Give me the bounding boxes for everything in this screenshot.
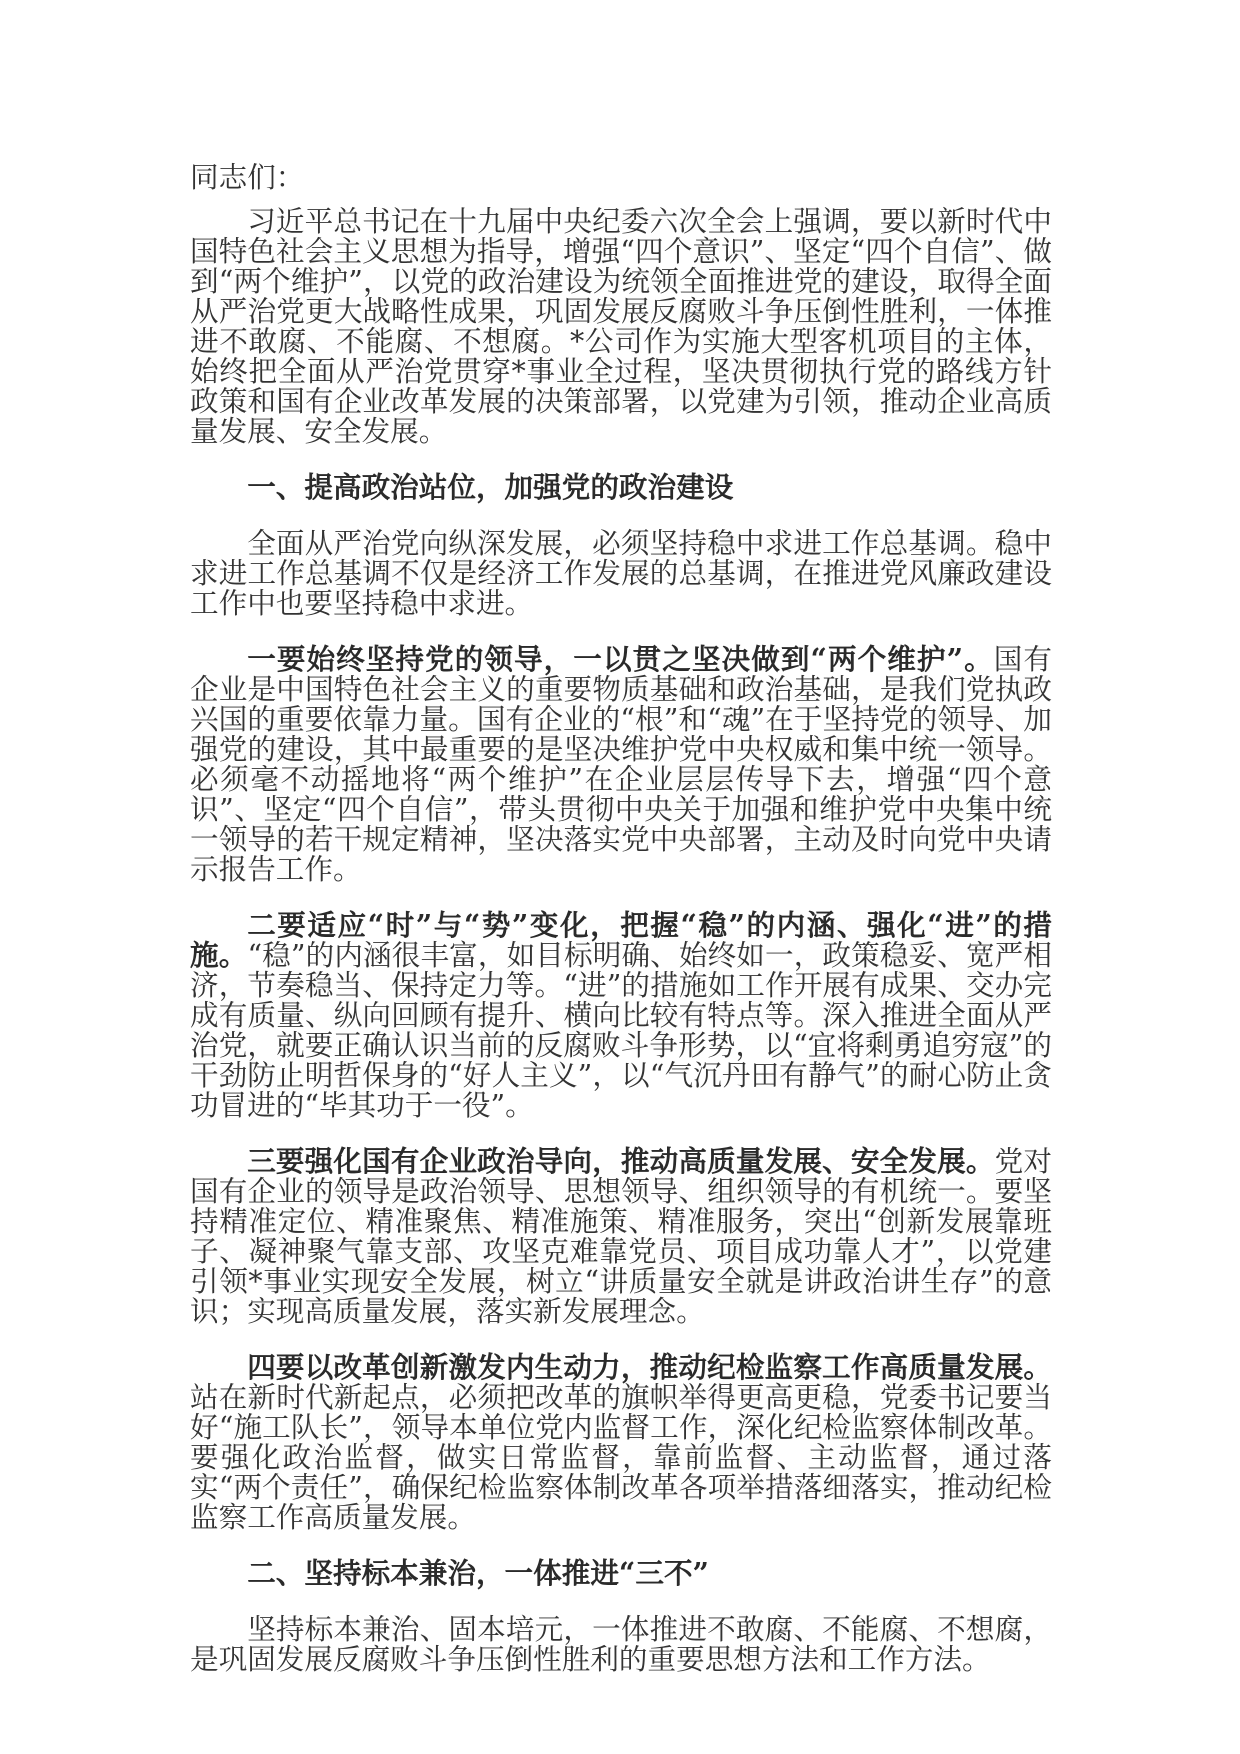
- point-paragraph-4: [190, 1352, 1052, 1532]
- point-paragraph-3: [190, 1146, 1052, 1326]
- salutation: 同志们：: [190, 160, 305, 194]
- point-body-1: 国有企业是中国特色社会主义的重要物质基础和政治基础，是我们党执政兴国的重要依靠力量。国有企业的“根”和“魂”在于坚持党的领导、加强党的建设，其中最重要的是坚决维护党中央权威和集中统一领导。必须毫不动摇地将“两个维护”在企业层层传导下去，增强“四个意识”、坚定“四个自信”，带头贯彻中央关于加强和维护党中央集中统一领导的若干规定精神，坚决落实党中央部署，主动及时向党中央请示报告工作。: [190, 642, 1052, 886]
- section-heading-2: 二、坚持标本兼治，一体推进“三不”: [247, 1556, 709, 1590]
- section-2-intro: 坚持标本兼治、固本培元，一体推进不敢腐、不能腐、不想腐，是巩固发展反腐败斗争压倒性胜利的重要思想方法和工作方法。: [190, 1612, 1052, 1676]
- point-paragraph-1: [190, 644, 1052, 884]
- point-body-4: 站在新时代新起点，必须把改革的旗帜举得更高更稳，党委书记要当好“施工队长”，领导本单位党内监督工作，深化纪检监察体制改革。要强化政治监督，做实日常监督，靠前监督、主动监督，通过落实“两个责任”，确保纪检监察体制改革各项举措落细落实，推动纪检监察工作高质量发展。: [190, 1380, 1052, 1534]
- point-lead-3: 三要强化国有企业政治导向，推动高质量发展、安全发展。: [247, 1144, 995, 1178]
- section-heading-1: 一、提高政治站位，加强党的政治建设: [247, 470, 734, 504]
- document-page: [190, 162, 1052, 1700]
- intro-paragraph: 习近平总书记在十九届中央纪委六次全会上强调，要以新时代中国特色社会主义思想为指导，增强“四个意识”、坚定“四个自信”、做到“两个维护”，以党的政治建设为统领全面推进党的建设，取得全面从严治党更大战略性成果，巩固发展反腐败斗争压倒性胜利，一体推进不敢腐、不能腐、不想腐。*公司作为实施大型客机项目的主体，始终把全面从严治党贯穿*事业全过程，坚决贯彻执行党的路线方针政策和国有企业改革发展的决策部署，以党建为引领，推动企业高质量发展、安全发展。: [190, 204, 1052, 448]
- section-1-intro: 全面从严治党向纵深发展，必须坚持稳中求进工作总基调。稳中求进工作总基调不仅是经济工作发展的总基调，在推进党风廉政建设工作中也要坚持稳中求进。: [190, 526, 1052, 620]
- point-lead-2: 二要适应“时”与“势”变化，把握“稳”的内涵、强化“进”的措施。: [190, 908, 1052, 972]
- point-lead-4: 四要以改革创新激发内生动力，推动纪检监察工作高质量发展。: [247, 1350, 1052, 1384]
- point-paragraph-2: [190, 910, 1052, 1120]
- point-body-3: 党对国有企业的领导是政治领导、思想领导、组织领导的有机统一。要坚持精准定位、精准聚焦、精准施策、精准服务，突出“创新发展靠班子、凝神聚气靠支部、攻坚克难靠党员、项目成功靠人才”，以党建引领*事业实现安全发展，树立“讲质量安全就是讲政治讲生存”的意识；实现高质量发展，落实新发展理念。: [190, 1144, 1052, 1328]
- point-body-2: “稳”的内涵很丰富，如目标明确、始终如一，政策稳妥、宽严相济，节奏稳当、保持定力等。“进”的措施如工作开展有成果、交办完成有质量、纵向回顾有提升、横向比较有特点等。深入推进全面从严治党，就要正确认识当前的反腐败斗争形势，以“宜将剩勇追穷寇”的干劲防止明哲保身的“好人主义”，以“气沉丹田有静气”的耐心防止贪功冒进的“毕其功于一役”。: [190, 938, 1052, 1122]
- point-lead-1: 一要始终坚持党的领导，一以贯之坚决做到“两个维护”。: [247, 642, 994, 676]
